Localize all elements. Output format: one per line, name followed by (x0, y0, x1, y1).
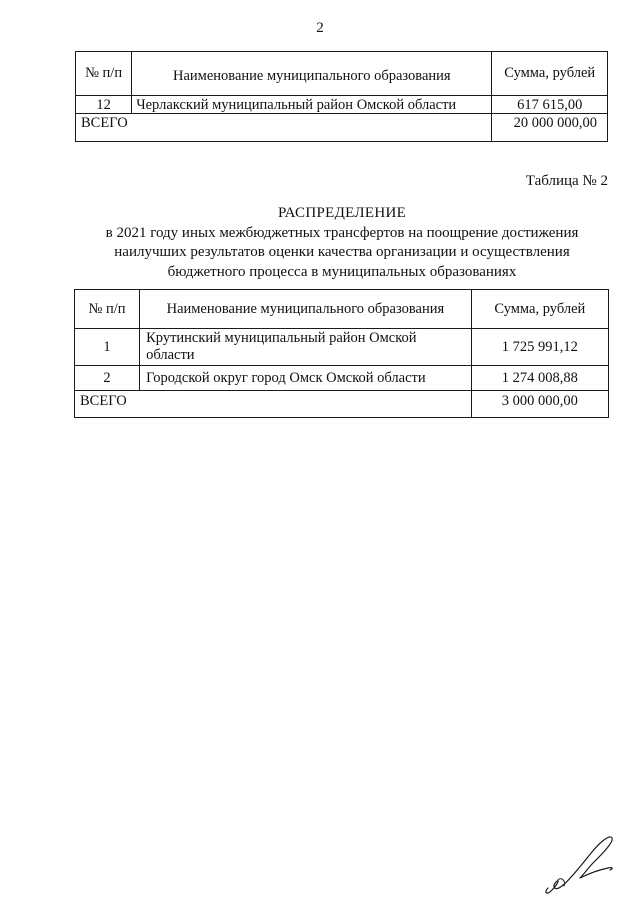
table-header-row (75, 290, 609, 329)
header-name: Наименование муниципального образования (132, 52, 492, 96)
row-num: 2 (75, 366, 140, 391)
table-caption: Таблица № 2 (525, 173, 608, 189)
allocation-table-1 (75, 51, 608, 142)
table-header-row (76, 52, 608, 96)
heading-line: бюджетного процесса в муниципальных образованиях (167, 263, 517, 280)
row-name: Городской округ город Омск Омской области (140, 366, 472, 391)
heading-line: наилучших результатов оценки качества организации и осуществления (114, 244, 570, 260)
header-sum: Сумма, рублей (492, 52, 608, 96)
table-total-row (75, 391, 609, 418)
total-sum: 3 000 000,00 (471, 391, 608, 418)
table-row (75, 329, 609, 366)
table-row (75, 366, 609, 391)
row-num: 12 (76, 96, 132, 114)
document-heading (75, 204, 609, 282)
allocation-table-2 (74, 289, 609, 418)
signature-icon (540, 830, 618, 896)
row-num: 1 (75, 329, 140, 366)
header-sum: Сумма, рублей (471, 290, 608, 329)
row-sum: 1 274 008,88 (471, 366, 608, 391)
table-total-row (76, 114, 608, 142)
row-sum: 617 615,00 (492, 96, 608, 114)
page-number: 2 (316, 20, 324, 36)
table-row (76, 96, 608, 114)
heading-title: РАСПРЕДЕЛЕНИЕ (277, 205, 407, 221)
header-num: № п/п (76, 52, 132, 96)
row-name: Крутинский муниципальный район Омской области (140, 329, 472, 366)
row-sum: 1 725 991,12 (471, 329, 608, 366)
header-name: Наименование муниципального образования (140, 290, 472, 329)
header-num: № п/п (75, 290, 140, 329)
heading-line: в 2021 году иных межбюджетных трансфертов на поощрение достижения (105, 224, 579, 241)
total-label: ВСЕГО (75, 391, 472, 418)
row-name: Черлакский муниципальный район Омской области (132, 96, 492, 114)
total-label: ВСЕГО (76, 114, 492, 142)
total-sum: 20 000 000,00 (492, 114, 608, 142)
